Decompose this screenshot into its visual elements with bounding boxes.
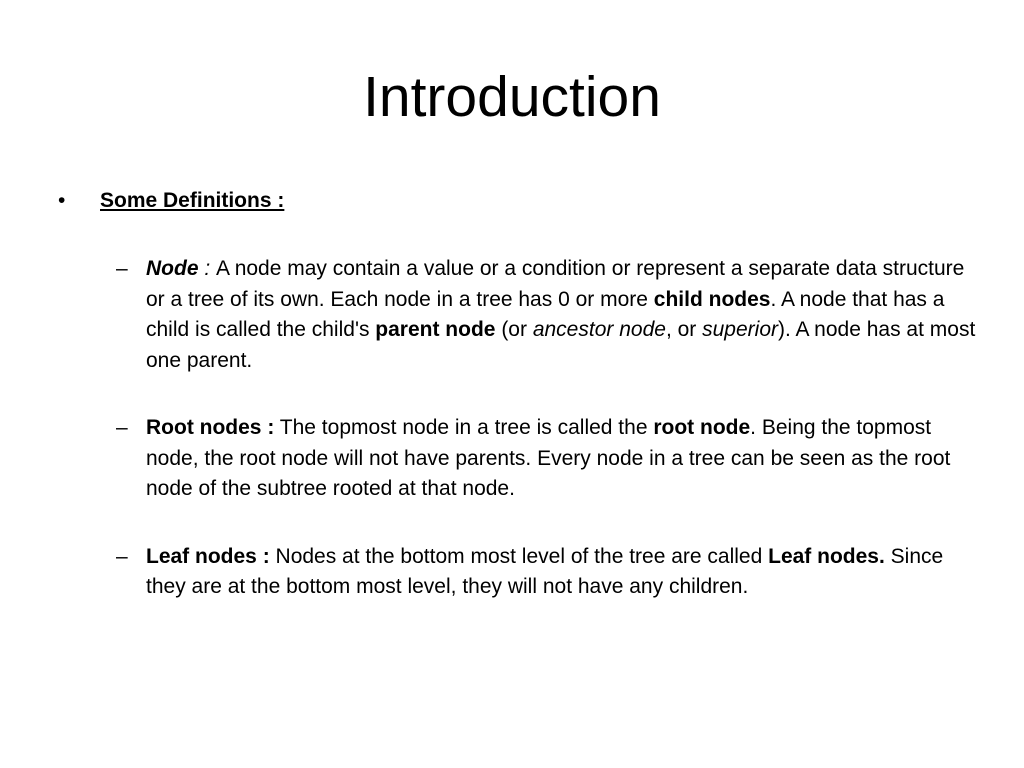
definition-text-segment: parent node	[375, 318, 496, 341]
definition-text-segment: . Being the topmost node, the root node will not have parents. Every node in a tree can be seen as the root node of the subtree rooted at that node.	[146, 416, 951, 500]
bullet-item-definitions	[58, 186, 958, 216]
bullet-heading: Some Definitions :	[100, 189, 285, 212]
definition-root-nodes	[116, 413, 976, 505]
dash-mark: –	[116, 416, 128, 439]
dash-mark: –	[116, 257, 128, 280]
definition-leaf-nodes	[116, 542, 976, 603]
definition-text-segment: , or	[665, 318, 703, 341]
definitions-list	[116, 254, 976, 640]
definition-text-segment: Leaf nodes.	[768, 544, 885, 568]
definition-text-segment: ). A node has at most one parent.	[146, 318, 976, 372]
slide-title: Introduction	[363, 65, 661, 129]
definition-text-segment: A node may contain a value or a condition or represent a separate data structure or a tree of its own. Each node in a tree has 0 or more	[146, 257, 965, 311]
definition-text-segment: Since they are at the bottom most level, they will not have any children.	[146, 544, 944, 598]
definition-node	[116, 254, 976, 376]
definition-text-segment: Root nodes :	[146, 416, 275, 439]
definition-text-segment: :	[198, 257, 217, 280]
definition-text-segment: Leaf nodes :	[146, 544, 270, 568]
definition-text-segment: Nodes at the bottom most level of the tree are called	[269, 544, 769, 568]
definition-text-segment: superior	[702, 318, 778, 341]
definition-text-segment: root node	[653, 416, 751, 439]
definition-text-segment: child nodes	[653, 287, 771, 311]
definition-text-segment: Node	[146, 257, 199, 280]
definition-text-segment: The topmost node in a tree is called the	[274, 416, 654, 439]
bullet-mark: •	[58, 189, 66, 212]
definition-text-segment: (or	[495, 318, 533, 341]
dash-mark: –	[116, 544, 128, 568]
definition-text-segment: ancestor node	[532, 318, 666, 341]
definition-text-segment: . A node that has a child is called the child's	[146, 287, 945, 341]
